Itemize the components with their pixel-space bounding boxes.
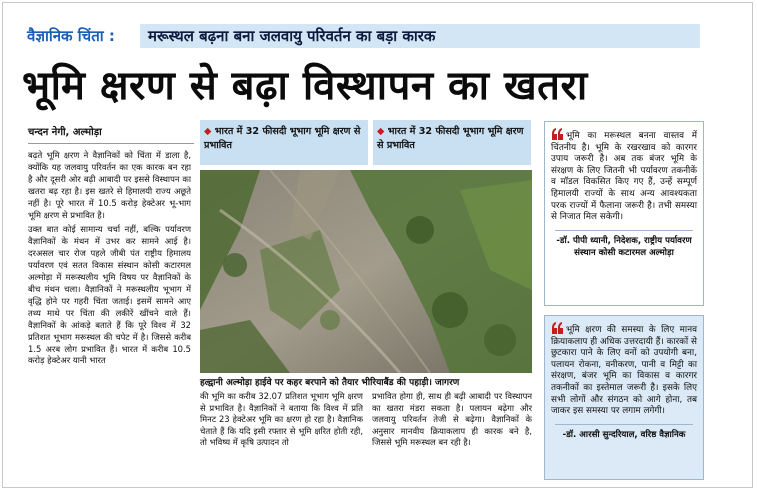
highlight-box — [200, 120, 368, 165]
article-column-2: की भूमि का करीब 32.07 प्रतिशत भूभाग भूमि क्षरण से प्रभावित है। वैज्ञानिकों ने बताया कि विश्व में प्रति मिनट 23 हेक्टेअर भूमि का क्षरण हो रहा है। वैज्ञानिक चेताते हैं कि यदि इसी रफ्तार से भूमि क्षरित होती रही, तो भविष्य में कृषि उत्पादन तो — [200, 391, 363, 448]
article-paragraph: बढ़ते भूमि क्षरण ने वैज्ञानिकों को चिंता में डाला है, क्योंकि यह जलवायु परिवर्तन का एक कारक बन रहा है और दूसरी ओर बढ़ी आबादी पर इससे विस्थापन का खतरा बढ़ रहा है। इस खतरे से हिमालयी राज्य अछूते नहीं है। पूरे भारत में 10.5 करोड़ हेक्टेअर भू-भाग भूमि क्षरण से प्रभावित है। — [28, 150, 191, 220]
byline: चन्दन नेगी, अल्मोड़ा — [28, 127, 102, 138]
article-column-1 — [28, 150, 191, 370]
expert-quote-box — [544, 121, 704, 306]
highlight-text: भारत में 32 फीसदी भूभाग भूमि क्षरण से प्रभावित — [377, 126, 524, 151]
photo-caption: हल्द्वानी अल्मोड़ा हाईवे पर कहर बरपाने को तैयार भीरियाबैंड की पहाड़ी। जागरण — [200, 378, 460, 388]
hillside-photo — [200, 170, 532, 373]
bullet-icon: ◆ — [377, 126, 388, 137]
quote-attribution: -डॉ. आरसी सुन्दरियाल, वरिष्ठ वैज्ञानिक — [562, 429, 686, 440]
kicker-subhead: मरूस्थल बढ़ना बना जलवायु परिवर्तन का बड़ा कारक — [148, 27, 436, 45]
bullet-icon: ◆ — [204, 126, 215, 137]
byline-rule — [28, 143, 194, 144]
quote-attribution: -डॉ. पीपी ध्यानी, निदेशक, राष्ट्रीय पर्यावरण संस्थान कोसी कटारमल अल्मोड़ा — [556, 235, 692, 258]
expert-quote-box — [544, 315, 704, 480]
highlight-text: भारत में 32 फीसदी भूभाग भूमि क्षरण से प्रभावित — [204, 126, 361, 151]
quote-text: भूमि क्षरण की समस्या के लिए मानव क्रियाकलाप ही अधिक उत्तरदायी हैं। कारकों से छुटकारा पाने के लिए वनों को उपयोगी बना, पलायन रोकना, वनीकरण, पानी व मिट्टी का संरक्षण, बंजर भूमि का विकास व कारगर तकनीकों का इस्तेमाल जरूरी है। इसके लिए सभी लोगों और संगठन को आगे होना, तब जाकर इस समस्या पर लगाम लगेगी। — [551, 325, 697, 417]
kicker-label: वैज्ञानिक चिंता : — [27, 27, 115, 45]
highlight-box — [373, 120, 531, 165]
quote-text: भूमि का मरूस्थल बनना वास्तव में चिंतनीय है। भूमि के रखरखाव को कारगर उपाय जरूरी है। अब तक बंजर भूमि के संरक्षण के लिए जितनी भी पर्यावरण तकनीकें व मॉडल विकसित किए गए हैं, उन्हें सम्पूर्ण हिमालयी राज्यों के साथ अन्य आवश्यकता परक राज्यों में फैलाना जरूरी है। तभी समस्या से निजात मिल सकेगी। — [551, 131, 697, 223]
article-paragraph: उक्त बात कोई सामान्य चर्चा नहीं, बल्कि पर्यावरण वैज्ञानिकों के मंथन में उभर कर सामने आई है। दरअसल चार रोज पहले जीबी पंत राष्ट्रीय हिमालय पर्यावरण एवं सतत विकास संस्थान कोसी कटारमल अल्मोड़ा में मरूस्थलीय भूमि विषय पर वैज्ञानिकों के बीच मंथन चला। वैज्ञानिकों ने मरूस्थलीय भूभाग में वृद्धि होने पर गहरी चिंता जताई। इसमें सामने आए तथ्य माथे पर चिंता की लकीरें खींचने वाले हैं। वैज्ञानिकों के आंकड़े बताते हैं कि पूरे विश्व में 32 प्रतिशत भूभाग मरूस्थल की चपेट में है। जिससे करीब 1.5 अरब लोग प्रभावित हैं। भारत में करीब 10.5 करोड़ हेक्टेअर यानी भारत — [28, 224, 191, 366]
hillside-image — [200, 170, 532, 373]
quote-mark-icon — [551, 128, 564, 140]
article-column-3: प्रभावित होगा ही, साथ ही बढ़ी आबादी पर विस्थापन का खतरा मंडरा सकता है। पलायन बढ़ेगा और जलवायु परिवर्तन तेजी से बढ़ेगा। वैज्ञानिकों के अनुसार मानवीय क्रियाकलाप ही कारक बने है, जिससे भूमि मरूस्थल बन रही है। — [372, 391, 532, 448]
headline: भूमि क्षरण से बढ़ा विस्थापन का खतरा — [22, 63, 588, 109]
quote-mark-icon — [551, 322, 564, 334]
